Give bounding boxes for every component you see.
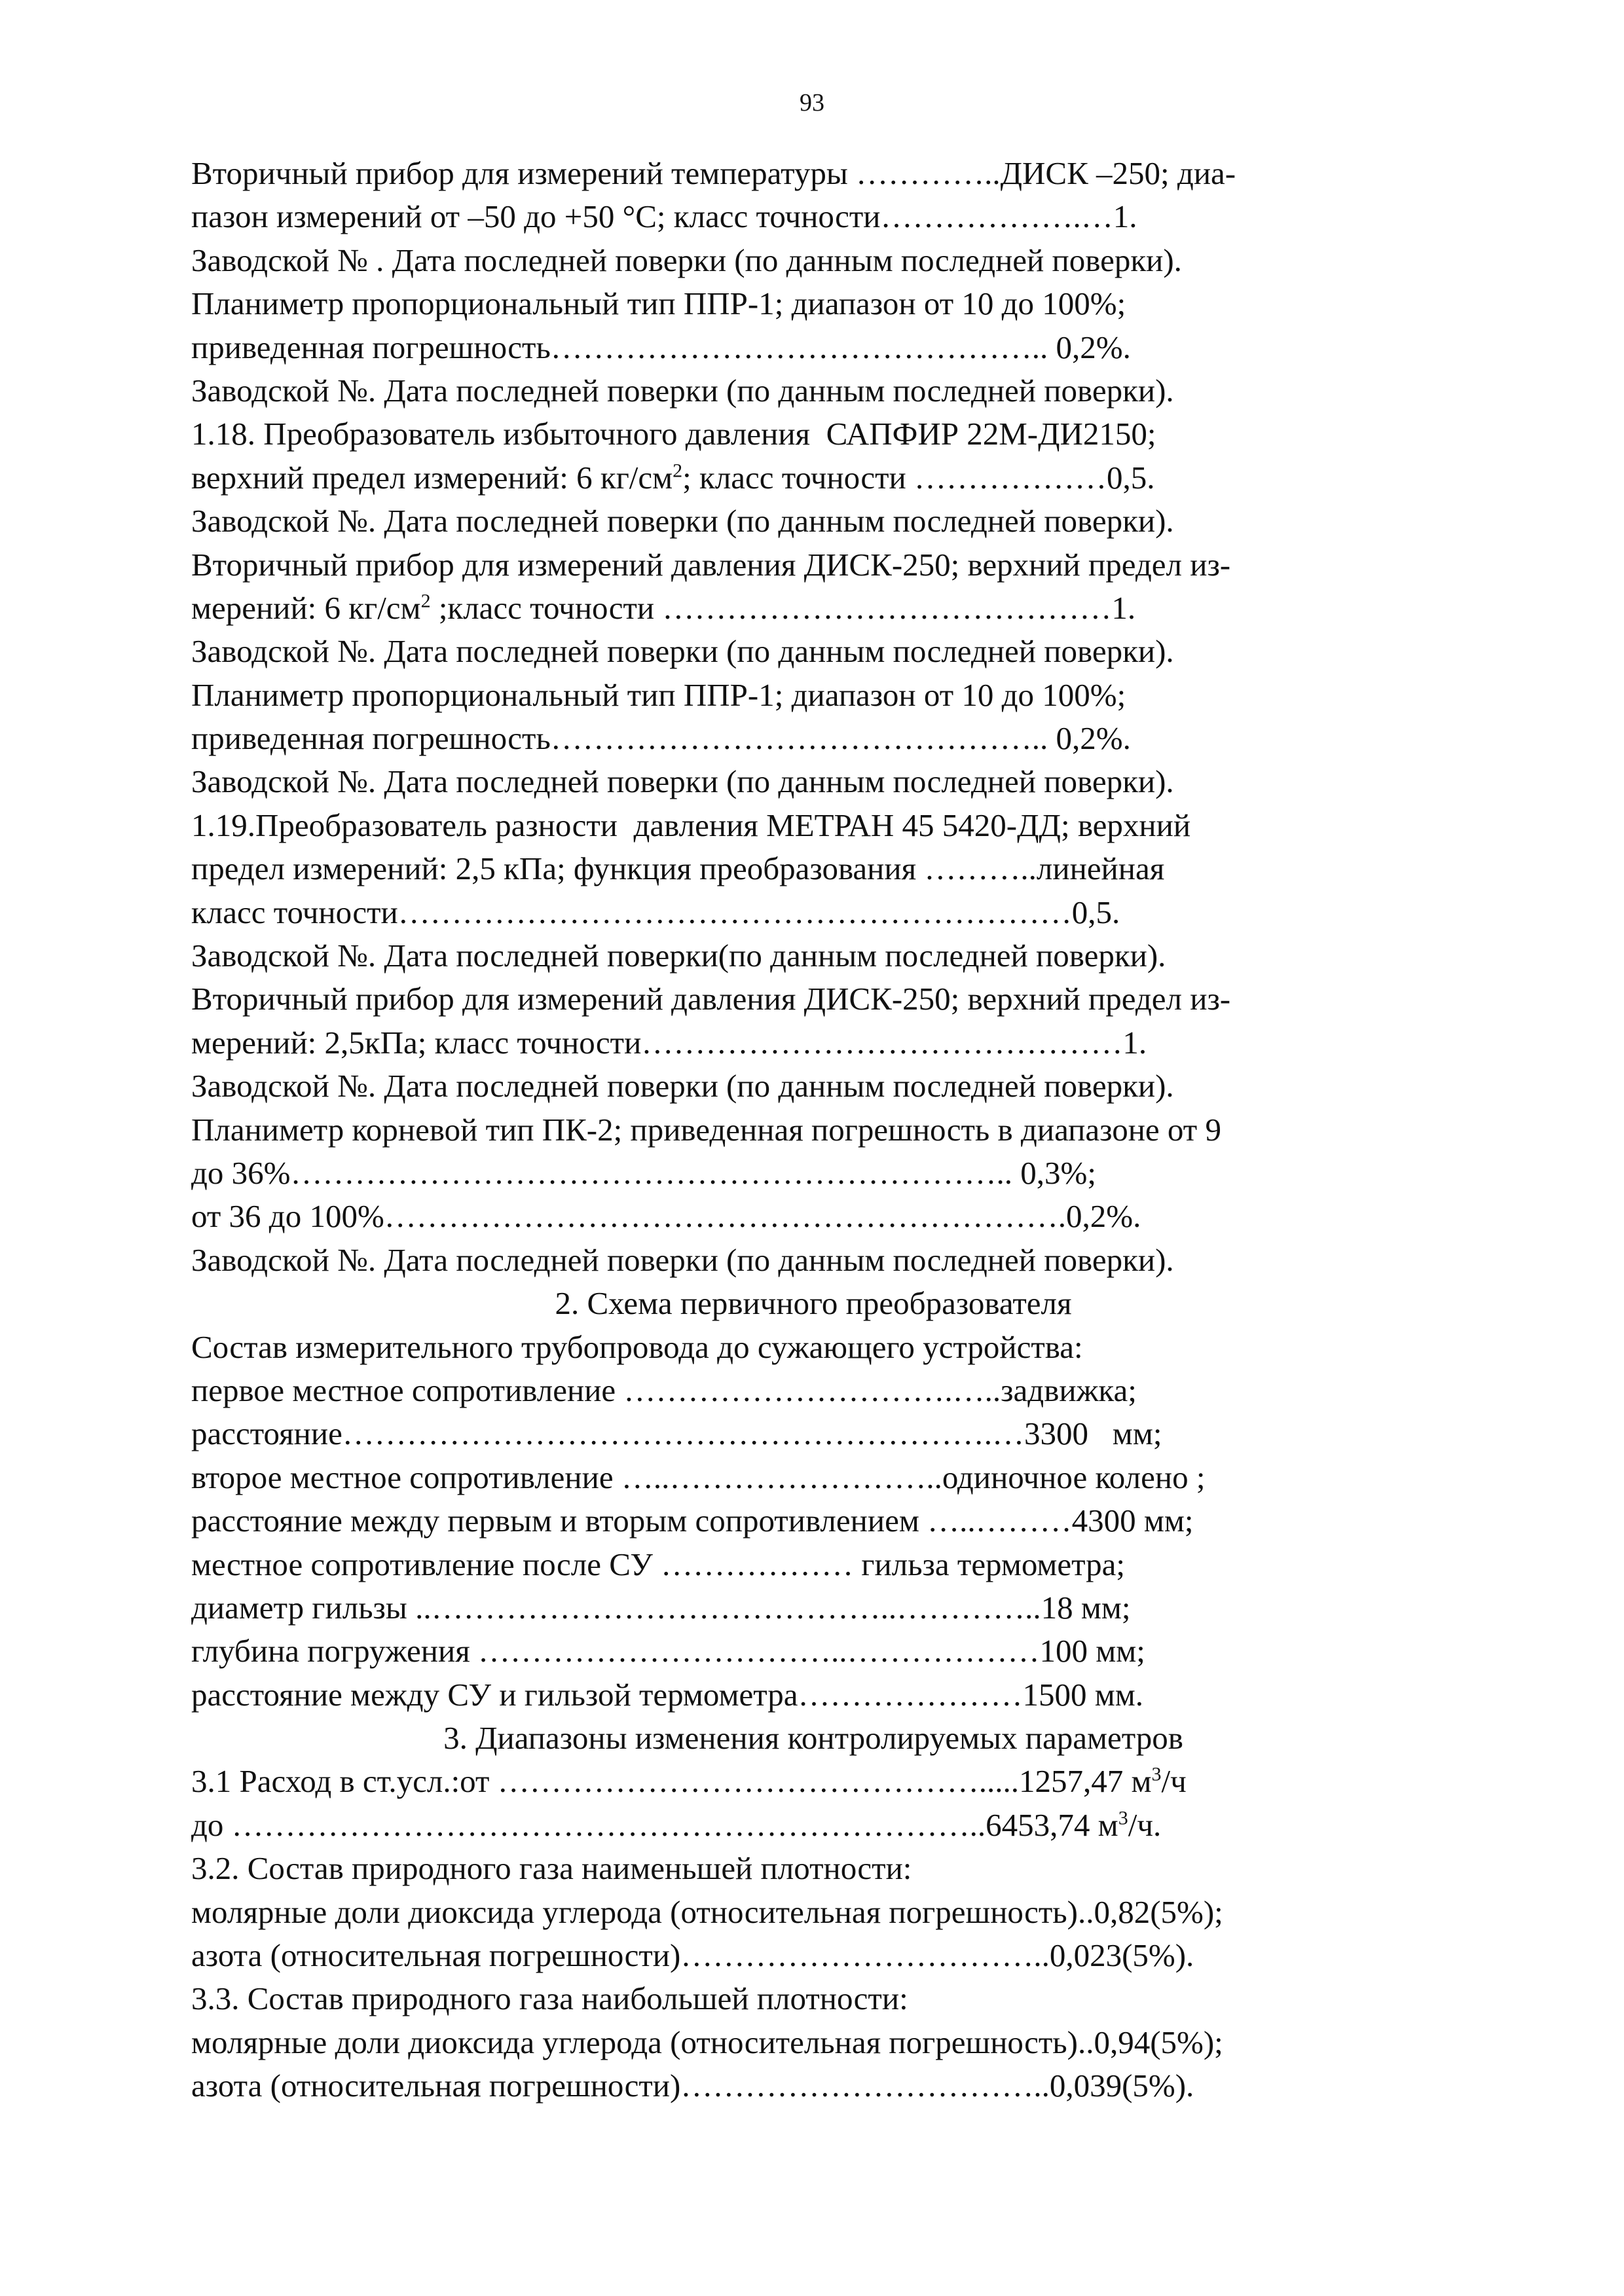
text-line [191,1065,1462,1108]
text-line [191,369,1462,412]
text-line [191,630,1462,673]
text-line [191,1021,1462,1065]
line-text: класс точности………………………………………………………0,5. [191,894,1120,930]
text-line [191,1934,1462,1977]
line-text: молярные доли диоксида углерода (относительная погрешность)..0,82(5%); [191,1893,1223,1930]
line-text: Заводской № . Дата последней поверки (по данным последней поверки). [191,242,1182,278]
superscript: 3 [1118,1807,1128,1829]
line-text: мерений: 2,5кПа; класс точности………………………………………1. [191,1024,1147,1061]
text-line [191,326,1462,369]
line-text: расстояние между первым и вторым сопротивлением …..………4300 мм; [191,1503,1194,1539]
line-text: расстояние между СУ и гильзой термометра…………………1500 мм. [191,1676,1143,1713]
line-text: предел измерений: 2,5 кПа; функция преобразования ………..линейная [191,850,1165,887]
text-line [191,1152,1462,1195]
text-line [191,412,1462,456]
text-line [191,1456,1462,1499]
text-line [191,674,1462,717]
text-line [191,1369,1462,1412]
line-text: расстояние…………………………………………………….…3300 мм; [191,1415,1162,1452]
section-heading [191,1282,1462,1325]
line-text: 1.19.Преобразователь разности давления МЕТРАН 45 5420-ДД; верхний [191,807,1191,843]
text-line [191,456,1462,500]
text-line [191,934,1462,977]
text-line [191,977,1462,1021]
superscript: 2 [673,460,683,482]
text-line [191,1977,1462,2020]
superscript: 3 [1151,1764,1162,1786]
text-line [191,1760,1462,1803]
text-line [191,1239,1462,1282]
superscript: 2 [420,590,431,612]
text-line [191,1326,1462,1369]
text-line [191,891,1462,934]
text-line [191,2021,1462,2064]
page-number: 93 [800,89,824,117]
text-line [191,239,1462,282]
line-text: Планиметр корневой тип ПК-2; приведенная погрешность в диапазоне от 9 [191,1111,1221,1148]
line-text: Заводской №. Дата последней поверки(по данным последней поверки). [191,938,1166,974]
line-text: 1.18. Преобразователь избыточного давления САПФИР 22М-ДИ2150; [191,416,1156,452]
line-text: от 36 до 100%……………………………………………………….0,2%. [191,1198,1141,1235]
line-text: Заводской №. Дата последней поверки (по данным последней поверки). [191,372,1174,409]
text-line [191,1630,1462,1673]
line-text: верхний предел измерений: 6 кг/см [191,459,673,496]
line-text-continued: /ч. [1128,1806,1162,1843]
text-line [191,1108,1462,1152]
line-text: Планиметр пропорциональный тип ППР-1; диапазон от 10 до 100%; [191,285,1126,322]
line-text: приведенная погрешность……………………………………….. 0,2%. [191,329,1131,365]
text-line [191,1804,1462,1847]
text-line [191,2064,1462,2107]
line-text: Вторичный прибор для измерений давления ДИСК-250; верхний предел из- [191,546,1231,583]
text-line [191,500,1462,543]
line-text: азота (относительная погрешности)……………………………..0,023(5%). [191,1937,1194,1974]
line-text: 3.2. Состав природного газа наименьшей плотности: [191,1850,912,1887]
line-text: приведенная погрешность……………………………………….. 0,2%. [191,720,1131,757]
line-text: молярные доли диоксида углерода (относительная погрешность)..0,94(5%); [191,2024,1223,2060]
text-line [191,1412,1462,1455]
text-line [191,282,1462,325]
text-line [191,717,1462,760]
text-line [191,1195,1462,1238]
text-line [191,1499,1462,1542]
line-text: диаметр гильзы ..……………………………………..…………..18 мм; [191,1589,1131,1626]
text-line [191,847,1462,890]
text-line [191,760,1462,803]
line-text: мерений: 6 кг/см [191,589,421,626]
line-text: первое местное сопротивление ………………………….…..задвижка; [191,1372,1137,1408]
line-text: Заводской №. Дата последней поверки (по данным последней поверки). [191,1241,1174,1278]
line-text: Планиметр пропорциональный тип ППР-1; диапазон от 10 до 100%; [191,676,1126,713]
text-line [191,1847,1462,1890]
line-text-continued: ;класс точности ……………………………………1. [430,589,1136,626]
line-text-continued: /ч [1161,1763,1187,1800]
line-text: Вторичный прибор для измерений температуры …………..ДИСК –250; диа- [191,155,1236,191]
line-text: Заводской №. Дата последней поверки (по данным последней поверки). [191,503,1174,539]
section-heading [191,1717,1462,1760]
line-text: 3. Диапазоны изменения контролируемых параметров [443,1720,1183,1757]
line-text-continued: ; класс точности ………………0,5. [682,459,1155,496]
line-text: Заводской №. Дата последней поверки (по данным последней поверки). [191,763,1174,800]
line-text: глубина погружения ……………………………..………………100 мм; [191,1633,1145,1669]
line-text: до ……………………………………………………………..6453,74 м [191,1806,1118,1843]
line-text: азота (относительная погрешности)……………………………..0,039(5%). [191,2068,1194,2104]
text-line [191,195,1462,238]
text-line [191,543,1462,587]
line-text: Состав измерительного трубопровода до сужающего устройства: [191,1328,1083,1365]
line-text: 3.1 Расход в ст.усл.:от ……………………………………….....1257,47 м [191,1763,1152,1800]
line-text: второе местное сопротивление …..……………………..одиночное колено ; [191,1459,1206,1495]
text-line [191,1586,1462,1630]
line-text: местное сопротивление после СУ ……………… гильза термометра; [191,1546,1126,1582]
text-line [191,1891,1462,1934]
line-text: Заводской №. Дата последней поверки (по данным последней поверки). [191,1068,1174,1104]
text-line [191,1543,1462,1586]
line-text: до 36%………………………………………………………….. 0,3%; [191,1154,1096,1191]
line-text: 2. Схема первичного преобразователя [555,1285,1072,1322]
document-body [191,152,1462,2108]
text-line [191,804,1462,847]
text-line [191,587,1462,630]
text-line [191,152,1462,195]
line-text: Вторичный прибор для измерений давления ДИСК-250; верхний предел из- [191,981,1231,1017]
line-text: пазон измерений от –50 до +50 °С; класс точности……………….…1. [191,198,1137,235]
line-text: Заводской №. Дата последней поверки (по данным последней поверки). [191,633,1174,670]
line-text: 3.3. Состав природного газа наибольшей плотности: [191,1980,908,2017]
text-line [191,1673,1462,1717]
